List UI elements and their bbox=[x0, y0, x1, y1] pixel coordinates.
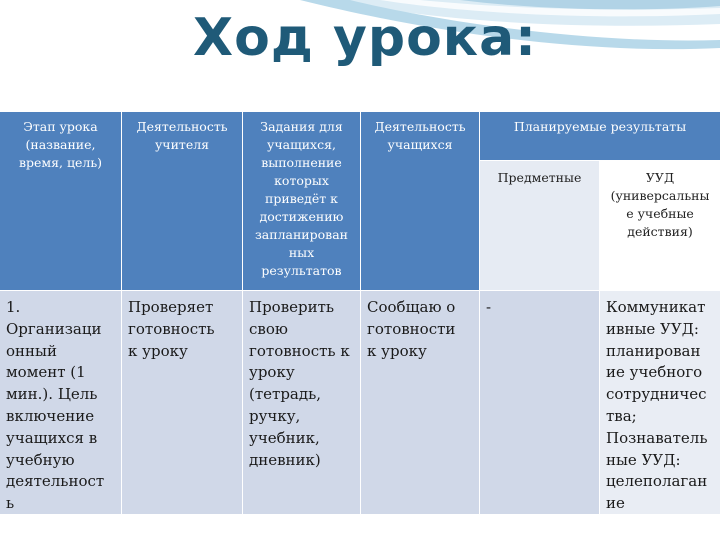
header-subject bbox=[480, 161, 599, 290]
header-results bbox=[480, 112, 720, 160]
header-tasks bbox=[243, 112, 360, 290]
header-teacher-text: Деятельность учителя bbox=[136, 119, 228, 152]
row-students bbox=[361, 291, 479, 514]
page-title: Ход урока: bbox=[193, 8, 537, 68]
row-teacher bbox=[122, 291, 242, 514]
header-subject-text: Предметные bbox=[497, 170, 582, 185]
row-subject-text: - bbox=[486, 298, 492, 316]
row-uud bbox=[600, 291, 720, 514]
header-students bbox=[361, 112, 479, 290]
row-subject bbox=[480, 291, 599, 514]
row-teacher-text: Проверяет готовность к уроку bbox=[128, 298, 215, 360]
row-uud-text: Коммуникат ивные УУД: планирован ие учебного сотрудничес тва; Познаватель ные УУД: целеполаган ие bbox=[606, 298, 708, 513]
header-uud bbox=[600, 161, 720, 290]
row-tasks bbox=[243, 291, 360, 514]
row-stage bbox=[0, 291, 121, 514]
row-stage-text: 1. Организаци онный момент (1 мин.). Цель включение учащихся в учебную деятельност ь bbox=[6, 298, 105, 513]
header-results-text: Планируемые результаты bbox=[513, 119, 687, 134]
header-students-text: Деятельность учащихся bbox=[374, 119, 466, 152]
header-stage-text: Этап урока (название, время, цель) bbox=[18, 119, 103, 170]
header-tasks-text: Задания для учащихся, выполнение которых приведёт к достижению запланирован ных результатов bbox=[254, 119, 348, 278]
row-tasks-text: Проверить свою готовность к уроку (тетрадь, ручку, учебник, дневник) bbox=[249, 298, 350, 469]
header-uud-text: УУД (универсальны е учебные действия) bbox=[610, 170, 710, 239]
row-students-text: Сообщаю о готовности к уроку bbox=[367, 298, 456, 360]
header-teacher bbox=[122, 112, 242, 290]
header-stage bbox=[0, 112, 121, 290]
